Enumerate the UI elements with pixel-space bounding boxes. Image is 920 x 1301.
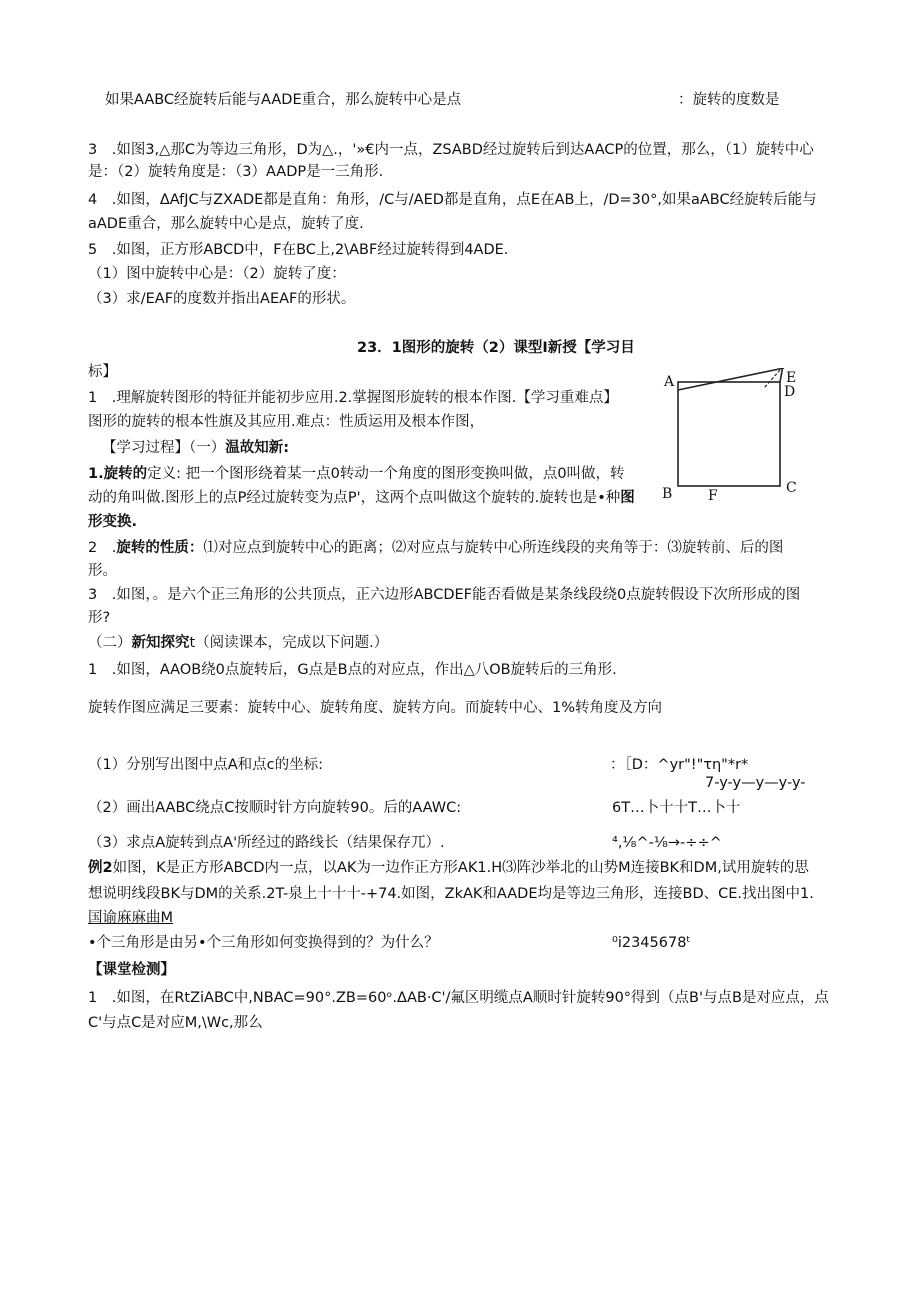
text-run: ⑴对应点到旋转中心的距离；⑵对应点与旋转中心所连线段的夹角等于：⑶旋转前、后的图 <box>203 540 784 556</box>
text-line: 3 .如图3,△那C为等边三角形，D为△.，'»€内一点，ZSABD经过旋转后到达AACP的位置，那么，（1）旋转中心 <box>88 142 814 158</box>
text-run: 动的角叫做.图形上的点P经过旋转变为点P'，这两个点叫做这个旋转的.旋转也是•种 <box>88 490 621 506</box>
text-line: 4 .如图，ΔAfJC与ZXADE都是直角：角形，/C与/AED都是直角，点E在AB上，/D=30°,如果aABC经旋转后能与 <box>88 192 817 208</box>
section-title: 23．1图形的旋转（2）课型I新授【学习目 <box>357 340 635 356</box>
text-line <box>88 464 625 484</box>
text-run-bold: 例2 <box>88 860 113 876</box>
text-line: 3 .如图，。是六个正三角形的公共顶点，正六边形ABCDEF能否看做是某条线段绕0点旋转假设下次所形成的图 <box>88 587 801 603</box>
label-a: A <box>664 374 675 390</box>
text-line: 1 .如图，在RtZiABC中,NBAC=90°.ZB=60ᵒ.ΔAB·C'/氟区明缆点A顺时针旋转90°得到（点B'与点B是对应点，点 <box>88 990 829 1006</box>
text-line: 7-y-y—y—y-y- <box>705 775 806 791</box>
segment-ed <box>780 368 784 382</box>
square-rotation-figure <box>660 368 810 508</box>
text-line: （3）求/EAF的度数并指出AEAF的形状。 <box>88 291 356 307</box>
square-abcd <box>678 382 780 486</box>
text-run-bold: 新知探究 <box>131 635 190 651</box>
text-line <box>102 438 289 458</box>
text-run-bold: 温故知新: <box>225 440 290 456</box>
text-line: ⁴,⅛^-⅛→-÷÷^ <box>612 835 722 851</box>
text-run: （二） <box>88 635 132 651</box>
text-run-bold: 图 <box>620 490 635 506</box>
segment-e-dashed <box>764 370 780 388</box>
text-line: aADE重合，那么旋转中心是点，旋转了度. <box>88 216 364 232</box>
text-line: 形。 <box>88 563 117 579</box>
text-line: ⁰i2345678ᵗ <box>612 935 691 951</box>
text-line <box>88 633 388 653</box>
label-e: E <box>786 370 797 386</box>
text-line: （1）分别写出图中点A和点c的坐标: <box>88 757 324 773</box>
text-line: 如果AABC经旋转后能与AADE重合，那么旋转中心是点 <box>105 92 462 108</box>
text-line <box>88 488 635 508</box>
text-line: ：旋转的度数是 <box>678 92 780 108</box>
text-line: 图形的旋转的根本性旗及其应用.难点：性质运用及根本作图， <box>88 414 485 430</box>
text-run: 定义: 把一个图形绕着某一点0转动一个角度的图形变换叫做，点0叫做，转 <box>147 466 625 482</box>
segment-ae <box>678 368 784 390</box>
text-line: 是：（2）旋转角度是：（3）AADP是一三角形. <box>88 164 384 180</box>
label-f: F <box>708 488 718 504</box>
text-line: 1 .理解旋转图形的特征并能初步应用.2.掌握图形旋转的根本作图.【学习重难点】 <box>88 390 618 406</box>
text-line: 标】 <box>88 364 117 380</box>
text-line: C'与点C是对应M,\Wc,那么 <box>88 1015 263 1031</box>
text-line: 旋转作图应满足三要素：旋转中心、旋转角度、旋转方向。而旋转中心、1%转角度及方向 <box>88 700 662 716</box>
label-d: D <box>784 384 796 400</box>
text-line: •个三角形是由另•个三角形如何变换得到的？为什么？ <box>88 935 439 951</box>
text-line: 5 .如图，正方形ABCD中，F在BC上,2\ABF经过旋转得到4ADE. <box>88 242 509 258</box>
text-line <box>88 538 783 558</box>
text-line: 想说明线段BK与DM的关系.2T-泉上十十十-+74.如图，ZkAK和AADE均是等边三角形，连接BD、CE.找出图中1. <box>88 886 814 902</box>
label-b: B <box>662 486 673 502</box>
section-heading: 【课堂检测】 <box>88 962 175 978</box>
text-line: （3）求点A旋转到点A'所经过的路线长（结果保存兀）. <box>88 835 445 851</box>
text-run: 如图，K是正方形ABCD内一点，以AK为一边作正方形AK1.H⑶阵沙举北的山势M连接BK和DM,试用旋转的思 <box>112 860 809 876</box>
text-line: 6T…卜十十T…卜十 <box>612 800 741 816</box>
label-c: C <box>786 480 797 496</box>
text-run: t（阅读课本，完成以下问题.） <box>189 635 389 651</box>
text-line: ：［D：^yr"!"τη"*r* <box>610 757 749 773</box>
text-run-bold: 1.旋转的 <box>88 466 148 482</box>
text-run: 2 . <box>88 540 117 556</box>
text-run: 【学习过程】（一） <box>102 440 226 456</box>
text-line <box>88 858 809 878</box>
text-line: 形? <box>88 610 111 626</box>
text-line: （2）画出AABC绕点C按顺时针方向旋转90。后的AAWC: <box>88 800 462 816</box>
text-line: 1 .如图，AAOB绕0点旋转后，G点是B点的对应点，作出△八OB旋转后的三角形. <box>88 662 617 678</box>
text-line: （1）图中旋转中心是：（2）旋转了度： <box>88 266 346 282</box>
text-line: 形变换. <box>88 514 138 530</box>
text-run-bold: 旋转的性质： <box>116 540 204 556</box>
text-line: 国谕麻麻曲M <box>88 910 174 926</box>
